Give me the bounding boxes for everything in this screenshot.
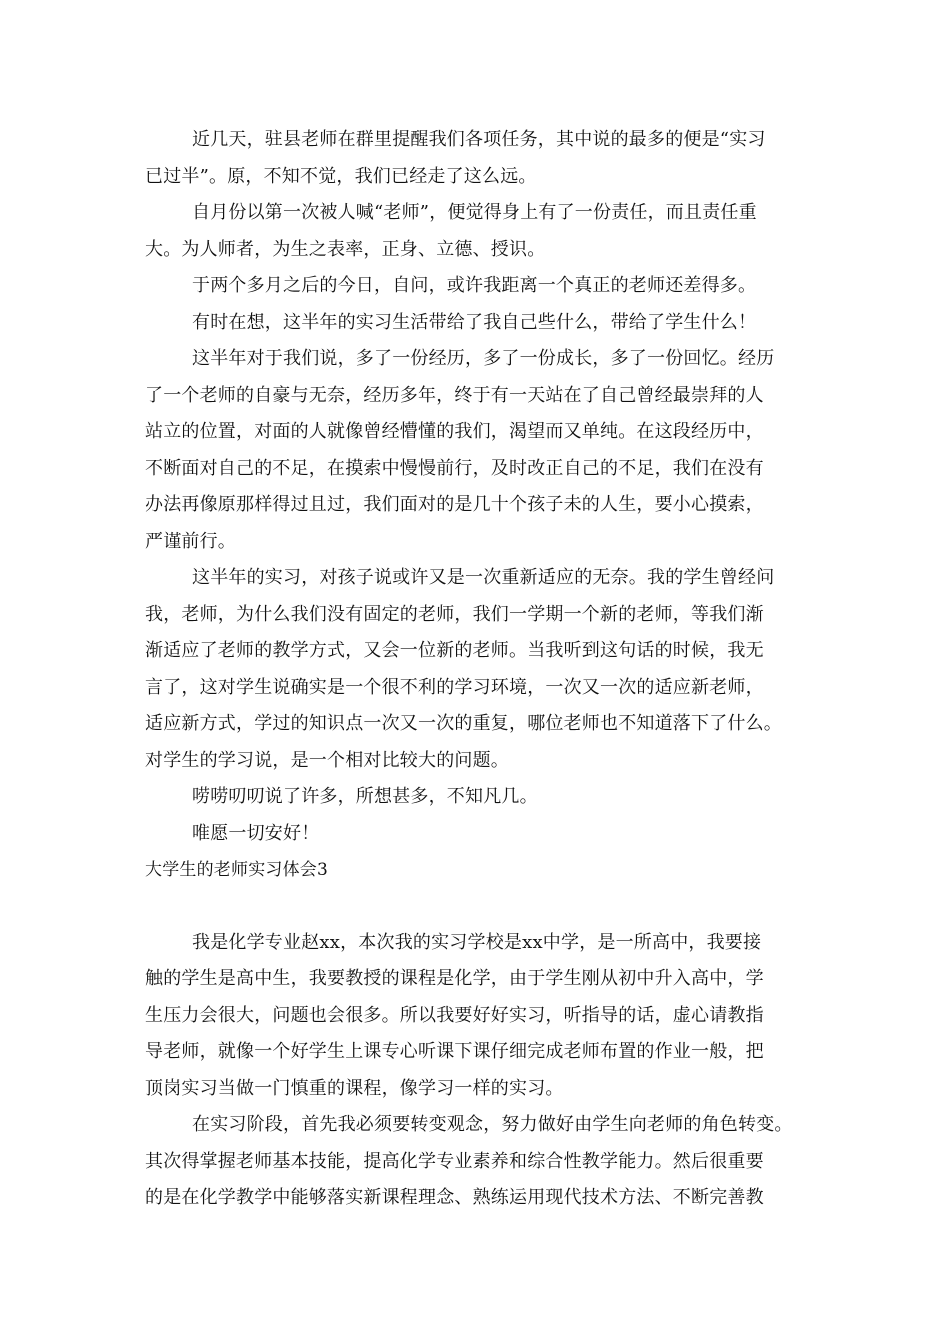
paragraph-line: 顶岗实习当做一门慎重的课程，像学习一样的实习。 — [145, 1077, 564, 1099]
paragraph-line: 我是化学专业赵xx，本次我的实习学校是xx中学，是一所高中，我要接 — [192, 931, 762, 953]
paragraph-line: 不断面对自己的不足，在摸索中慢慢前行，及时改正自己的不足，我们在没有 — [145, 457, 764, 479]
paragraph-line: 在实习阶段，首先我必须要转变观念，努力做好由学生向老师的角色转变。 — [192, 1114, 793, 1135]
paragraph-line: 大。为人师者，为生之表率，正身、立德、授识。 — [145, 238, 546, 260]
paragraph-line: 触的学生是高中生，我要教授的课程是化学，由于学生刚从初中升入高中，学 — [145, 968, 764, 989]
paragraph-line: 导老师，就像一个好学生上课专心听课下课仔细完成老师布置的作业一般，把 — [145, 1041, 764, 1062]
paragraph-line: 近几天，驻县老师在群里提醒我们各项任务，其中说的最多的便是“实习 — [192, 129, 766, 150]
paragraph-line: 站立的位置，对面的人就像曾经懵懂的我们，渴望而又单纯。在这段经历中， — [145, 421, 764, 442]
paragraph-line: 的是在化学教学中能够落实新课程理念、熟练运用现代技术方法、不断完善教 — [145, 1187, 764, 1208]
paragraph-line: 严谨前行。 — [145, 530, 236, 552]
paragraph-line: 其次得掌握老师基本技能，提高化学专业素养和综合性教学能力。然后很重要 — [145, 1150, 764, 1172]
paragraph-line: 生压力会很大，问题也会很多。所以我要好好实习，听指导的话，虚心请教指 — [145, 1004, 764, 1026]
paragraph-line: 已过半”。原，不知不觉，我们已经走了这么远。 — [145, 165, 537, 187]
paragraph-line: 对学生的学习说，是一个相对比较大的问题。 — [145, 749, 509, 771]
paragraph-line: 我，老师，为什么我们没有固定的老师，我们一学期一个新的老师，等我们渐 — [145, 603, 764, 625]
paragraph-line: 唯愿一切安好！ — [192, 822, 320, 844]
paragraph-line: 适应新方式，学过的知识点一次又一次的重复，哪位老师也不知道落下了什么。 — [145, 713, 782, 734]
paragraph-line: 这半年对于我们说，多了一份经历，多了一份成长，多了一份回忆。经历 — [192, 348, 775, 369]
section-heading: 大学生的老师实习体会3 — [145, 860, 329, 880]
paragraph-line: 唠唠叨叨说了许多，所想甚多，不知凡几。 — [192, 786, 538, 807]
paragraph-line: 言了，这对学生说确实是一个很不利的学习环境，一次又一次的适应新老师， — [145, 676, 764, 698]
paragraph-line: 了一个老师的自豪与无奈，经历多年，终于有一天站在了自己曾经最崇拜的人 — [145, 384, 764, 406]
paragraph-line: 渐适应了老师的教学方式，又会一位新的老师。当我听到这句话的时候，我无 — [145, 640, 764, 661]
paragraph-line: 办法再像原那样得过且过，我们面对的是几十个孩子未的人生，要小心摸索， — [145, 494, 764, 515]
paragraph-line: 于两个多月之后的今日，自问，或许我距离一个真正的老师还差得多。 — [192, 275, 757, 296]
document-body — [145, 122, 845, 1217]
paragraph-line: 有时在想，这半年的实习生活带给了我自己些什么，带给了学生什么！ — [192, 311, 757, 333]
spacer — [145, 889, 845, 925]
paragraph-line: 这半年的实习，对孩子说或许又是一次重新适应的无奈。我的学生曾经问 — [192, 567, 775, 588]
paragraph-line: 自月份以第一次被人喊“老师”，便觉得身上有了一份责任，而且责任重 — [192, 202, 757, 223]
